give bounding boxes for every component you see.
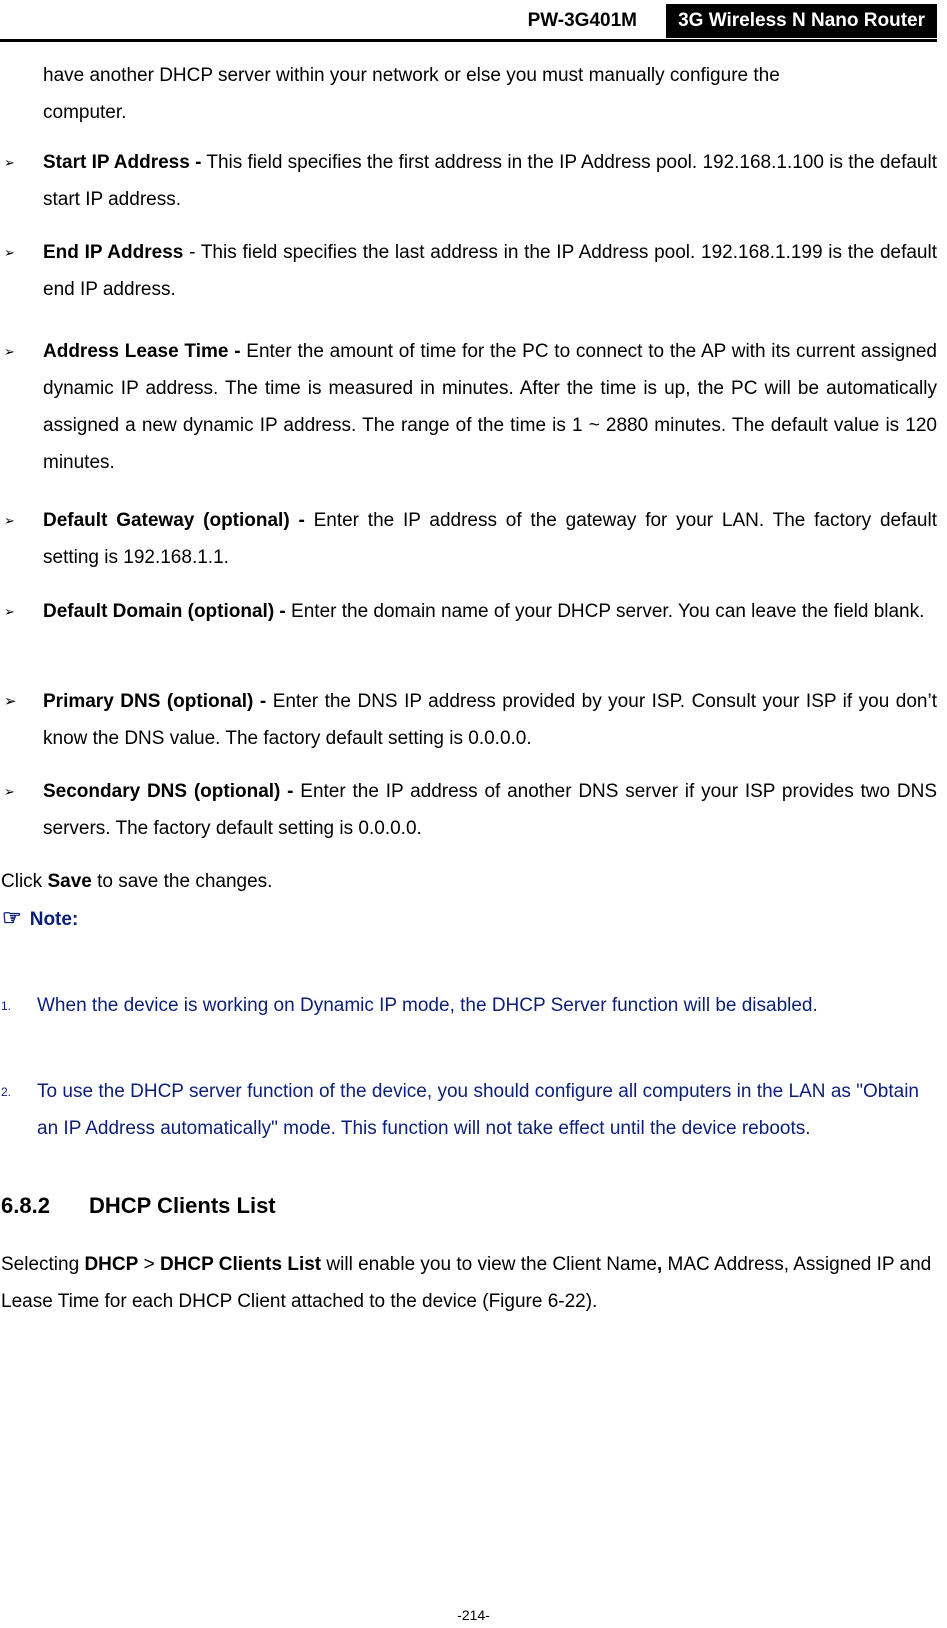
click-save-pre: Click [1,871,48,892]
bullet-default-gateway [4,502,938,576]
click-save-bold: Save [47,871,92,892]
note-number: 2. [1,1085,12,1099]
bullet-text: Enter the IP address of the gateway for your LAN. The factory default setting is 192.168.1.1. [43,510,938,568]
arrow-bullet-icon: ➢ [4,155,15,170]
section-title: DHCP Clients List [89,1193,276,1218]
bullet-text: Enter the amount of time for the PC to connect to the AP with its current assigned dynamic IP address. The time is measured in minutes. After the time is up, the PC will be automatically assigned a new dynamic IP address. The range of the time is 1 ~ 2880 minutes. The default value is 120 minutes. [43,341,937,473]
bullet-term: Primary DNS (optional) - [43,691,267,712]
page-header [0,0,947,42]
bullet-text: Enter the DNS IP address provided by your ISP. Consult your ISP if you don’t know the DNS value. The factory default setting is 0.0.0.0. [43,691,937,749]
arrow-bullet-icon: ➢ [4,513,15,528]
bullet-term: End IP Address [43,242,184,263]
bullet-text: This field specifies the first address in the IP Address pool. 192.168.1.100 is the default start IP address. [43,152,937,210]
section-heading [1,1193,276,1219]
arrow-bullet-icon: ➢ [4,784,15,799]
selecting-paragraph [1,1246,937,1320]
header-model: PW-3G401M [527,10,637,31]
arrow-bullet-icon: ➢ [4,693,17,710]
bullet-secondary-dns [4,773,937,847]
selecting-bold-clients: DHCP Clients List [159,1254,322,1275]
note-number: 1. [1,999,12,1013]
header-divider [0,39,937,42]
intro-line-2: computer. [43,102,127,123]
page-number: -214- [457,1607,490,1623]
selecting-mid: will enable you to view the Client Name [321,1254,657,1275]
note-item-1: When the device is working on Dynamic IP mode, the DHCP Server function will be disabled. [37,995,818,1016]
bullet-default-domain [4,593,937,630]
bullet-term: Default Gateway (optional) - [43,510,305,531]
selecting-pre: Selecting [1,1254,85,1275]
pointing-hand-icon: ☞ [2,905,22,930]
header-title: 3G Wireless N Nano Router [666,4,937,38]
bullet-text: Enter the domain name of your DHCP server. You can leave the field blank. [285,601,925,622]
selecting-separator: > [138,1254,160,1275]
note-item-2: To use the DHCP server function of the device, you should configure all computers in the LAN as "Obtain an IP Address automatically" mode. This function will not take effect until the device reboots. [37,1081,919,1139]
bullet-end-ip [4,234,937,308]
selecting-bold-dhcp: DHCP [84,1254,139,1275]
bullet-primary-dns [4,683,937,757]
bullet-term: Secondary DNS (optional) - [43,781,294,802]
section-number: 6.8.2 [1,1193,50,1218]
intro-paragraph [43,57,937,131]
arrow-bullet-icon: ➢ [4,344,15,359]
note-heading [2,905,78,931]
intro-line-1: have another DHCP server within your network or else you must manually configure the [43,65,780,86]
bullet-lease-time [4,333,937,481]
bullet-text: Enter the IP address of another DNS server if your ISP provides two DNS servers. The factory default setting is 0.0.0.0. [43,781,937,839]
bullet-term: Address Lease Time - [43,341,241,362]
arrow-bullet-icon: ➢ [4,604,15,619]
bullet-start-ip [4,144,937,218]
note-label: Note: [29,909,79,930]
bullet-text: - This field specifies the last address in the IP Address pool. 192.168.1.199 is the default end IP address. [43,242,937,300]
selecting-bold-comma: , [656,1254,663,1275]
selecting-post: MAC Address, Assigned IP and Lease Time for each DHCP Client attached to the device (Figure 6-22). [1,1254,932,1312]
bullet-term: Default Domain (optional) - [43,601,286,622]
click-save-paragraph [1,863,272,900]
click-save-post: to save the changes. [91,871,273,892]
arrow-bullet-icon: ➢ [4,245,15,260]
bullet-term: Start IP Address - [43,152,202,173]
